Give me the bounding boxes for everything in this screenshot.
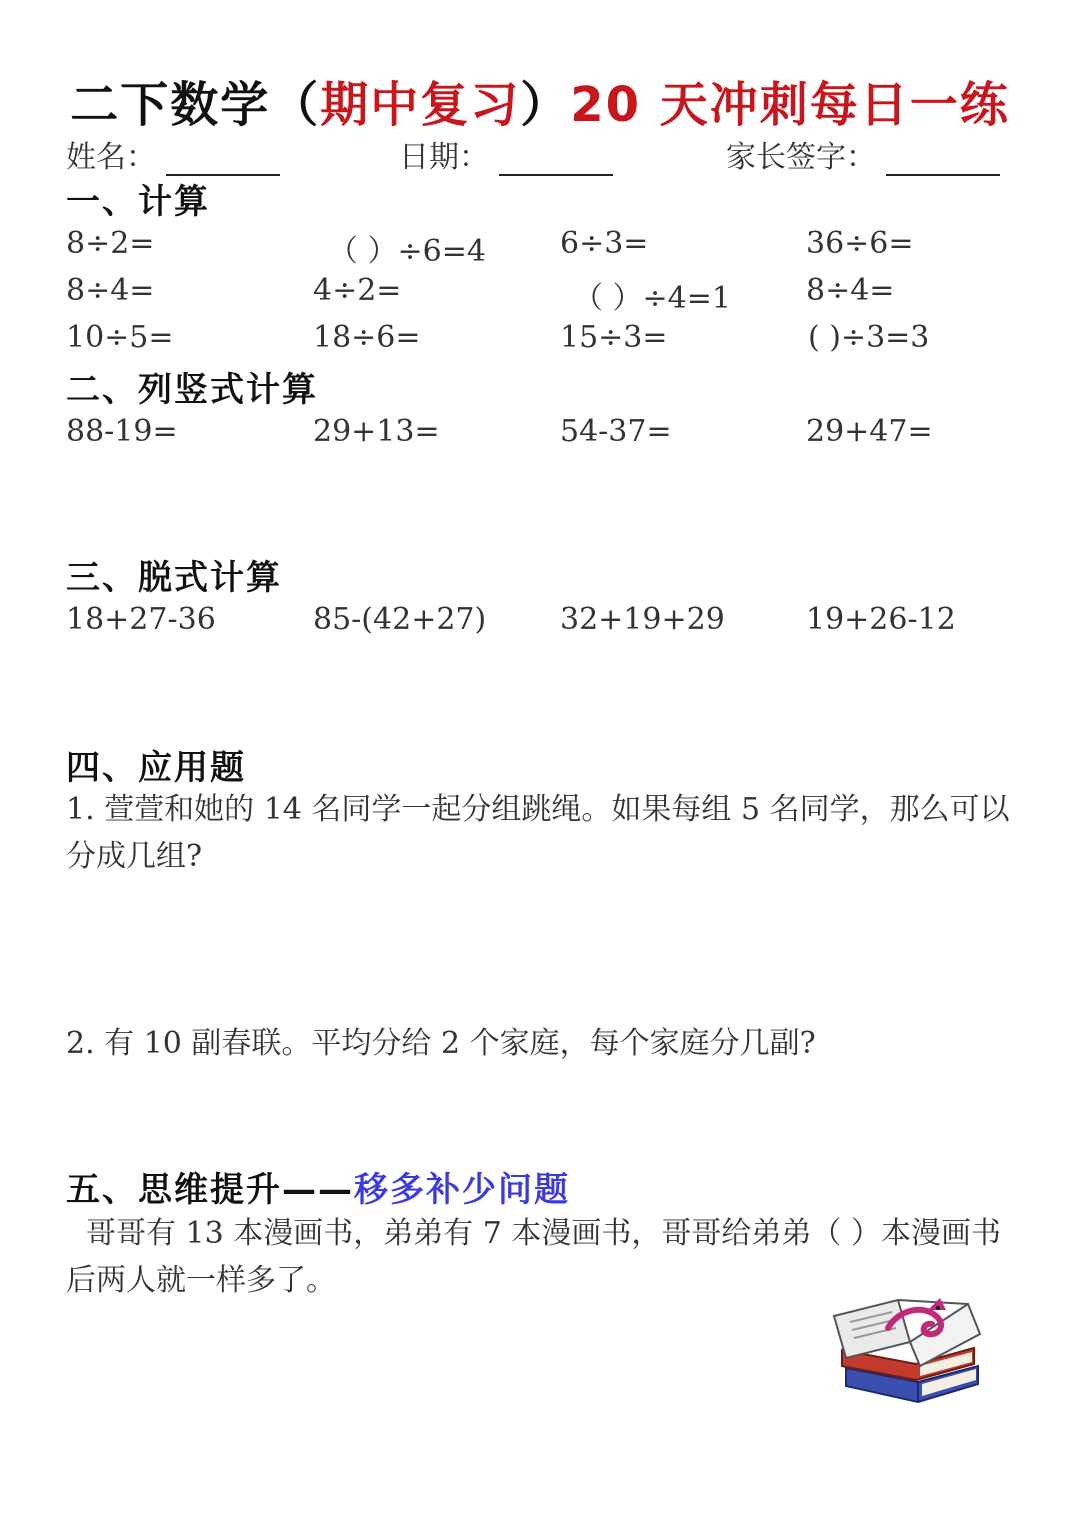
vertical-calc-item: 29+47=	[806, 414, 933, 449]
parent-signature-field	[726, 132, 1000, 176]
section-5-subtitle: 移多补少问题	[354, 1170, 570, 1210]
calc-item: （ ）÷6=4	[328, 234, 486, 269]
date-field	[399, 132, 613, 176]
book-stack-icon	[828, 1270, 988, 1410]
title-paren-close: ）	[520, 77, 571, 133]
calc-item: 36÷6=	[806, 226, 914, 261]
name-field	[66, 132, 280, 176]
stepwise-calc-item: 18+27-36	[66, 602, 216, 637]
name-label: 姓名：	[66, 140, 156, 175]
stepwise-calc-item: 32+19+29	[560, 602, 725, 637]
section-3-heading: 三、脱式计算	[66, 558, 282, 598]
section-4-heading: 四、应用题	[66, 748, 246, 788]
calc-item: 15÷3=	[560, 320, 668, 355]
section-1-heading: 一、计算	[66, 182, 210, 222]
title-days: 20 天冲刺每日一练	[570, 77, 1010, 133]
calc-item: 4÷2=	[313, 273, 402, 308]
calc-item: 8÷4=	[806, 273, 895, 308]
thinking-problem: 哥哥有 13 本漫画书，弟弟有 7 本漫画书，哥哥给弟弟（ ）本漫画书后两人就一样多了。	[66, 1216, 1001, 1298]
word-problem-1: 1. 萱萱和她的 14 名同学一起分组跳绳。如果每组 5 名同学，那么可以分成几组?	[66, 792, 1010, 874]
calc-item: （ ）÷4=1	[573, 281, 731, 316]
calc-item: 6÷3=	[560, 226, 649, 261]
parent-signature-blank[interactable]	[886, 144, 1000, 176]
info-line	[66, 132, 1016, 175]
word-problem-2: 2. 有 10 副春联。平均分给 2 个家庭，每个家庭分几副?	[66, 1026, 816, 1061]
page-title	[0, 66, 1080, 135]
vertical-calc-item: 54-37=	[560, 414, 672, 449]
calc-item: ( )÷3=3	[808, 320, 930, 355]
stepwise-calc-item: 85-(42+27)	[313, 602, 487, 637]
section-5-heading	[66, 1162, 570, 1211]
parent-signature-label: 家长签字：	[726, 140, 876, 175]
calc-item: 8÷4=	[66, 273, 155, 308]
calc-item: 10÷5=	[66, 320, 174, 355]
vertical-calc-item: 88-19=	[66, 414, 178, 449]
date-blank[interactable]	[499, 144, 613, 176]
vertical-calc-item: 29+13=	[313, 414, 440, 449]
calc-item: 8÷2=	[66, 226, 155, 261]
date-label: 日期：	[399, 140, 489, 175]
section-2-heading: 二、列竖式计算	[66, 370, 318, 410]
title-highlight: 期中复习	[320, 77, 521, 133]
calc-item: 18÷6=	[313, 320, 421, 355]
title-subject: 二下数学（	[70, 77, 321, 133]
stepwise-calc-item: 19+26-12	[806, 602, 956, 637]
name-blank[interactable]	[166, 144, 280, 176]
section-5-title: 五、思维提升——	[66, 1170, 354, 1210]
